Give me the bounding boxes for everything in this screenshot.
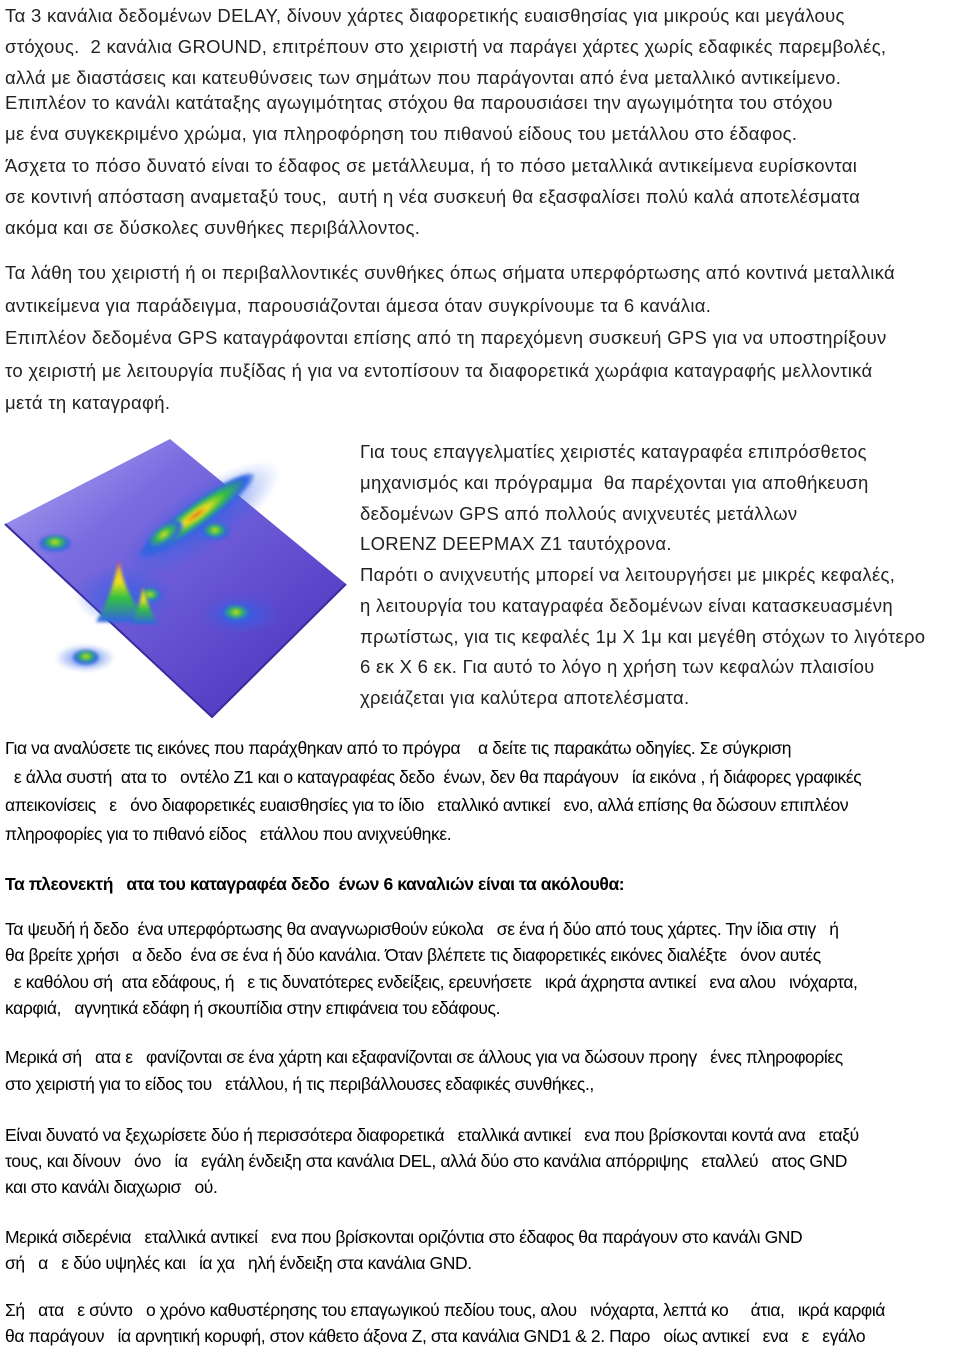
- text-line: Άσχετα το πόσο δυνατό είναι το έδαφος σε μετάλλευμα, ή το πόσο μεταλλικά αντικείμενα ευρίσκονται: [5, 154, 858, 176]
- text-line: 6 εκ Χ 6 εκ. Για αυτό το λόγο η χρήση των κεφαλών πλαισίου: [360, 656, 875, 678]
- text-line: ε άλλα συστή ατα το οντέλο Z1 και ο καταγραφέας δεδο ένων, δεν θα παράγουν ία εικόνα , ή διάφορες γραφικές: [5, 766, 862, 787]
- text-line: ακόμα και σε δύσκολες συνθήκες περιβάλλοντος.: [5, 217, 421, 238]
- advantage-paragraph: [5, 1224, 802, 1276]
- gps-paragraph: [5, 257, 895, 420]
- text-line: η λειτουργία του καταγραφέα δεδομένων είναι κατασκευασμένη: [360, 594, 893, 616]
- heading-text: Τα πλεονεκτή ατα του καταγραφέα δεδο ένων 6 καναλιών είναι τα ακόλουθα:: [5, 874, 625, 894]
- text-line: αντικείμενα για παράδειγμα, παρουσιάζονται άμεσα όταν συγκρίνουμε τα 6 κανάλια.: [5, 294, 712, 316]
- text-line: στόχους. 2 κανάλια GROUND, επιτρέπουν στο χειριστή να παράγει χάρτες χωρίς εδαφικές παρεμβολές,: [5, 36, 887, 57]
- text-line: καρφιά, αγνητικά εδάφη ή σκουπίδια στην επιφάνεια του εδάφους.: [5, 997, 501, 1018]
- text-line: Τα 3 κανάλια δεδομένων DELAY, δίνουν χάρτες διαφορετικής ευαισθησίας για μικρούς και μεγάλους: [5, 5, 845, 26]
- advantage-paragraph: [5, 916, 858, 1021]
- advantage-paragraph: [5, 1122, 859, 1200]
- conductivity-paragraph: [5, 87, 860, 243]
- text-line: θα παράγουν ία αρνητική κορυφή, στον κάθετο άξονα Z, στα κανάλια GND1 & 2. Παρο οίως αντικεί ενα ε εγάλο: [5, 1326, 866, 1346]
- text-line: το χειριστή με λειτουργία πυξίδας ή για να εντοπίσουν τα διαφορετικά χωράφια καταγραφής μελλοντικά: [5, 359, 873, 381]
- text-line: πρωτίστως, για τις κεφαλές 1μ Χ 1μ και μεγέθη στόχων το λιγότερο: [360, 625, 926, 647]
- advantage-paragraph: [5, 1044, 843, 1098]
- text-line: και στο κανάλι διαχωρισ ού.: [5, 1177, 218, 1197]
- text-line: αλλά με διαστάσεις και κατευθύνσεις των σημάτων που παράγονται από ένα μεταλλικό αντικείμενο.: [5, 67, 842, 88]
- text-line: Τα ψευδή ή δεδο ένα υπερφόρτωσης θα αναγνωρισθούν εύκολα σε ένα ή δύο από τους χάρτες. Την ίδια στιγ ή: [5, 919, 839, 939]
- text-line: Σή ατα ε σύντο ο χρόνο καθυστέρησης του επαγωγικού πεδίου τους, αλου ινόχαρτα, λεπτά κο άτια, ικρά καρφιά: [5, 1300, 886, 1320]
- text-line: απεικονίσεις ε όνο διαφορετικές ευαισθησίες για το ίδιο εταλλικό αντικεί ενο, αλλά επίσης θα δώσουν επιπλέον: [5, 795, 849, 816]
- text-line: με ένα συγκεκριμένο χρώμα, για πληροφόρηση του πιθανού είδους του μετάλλου στο έδαφος.: [5, 123, 798, 145]
- text-line: πληροφορίες για το πιθανό είδος ετάλλου που ανιχνεύθηκε.: [5, 824, 452, 845]
- text-line: Για τους επαγγελματίες χειριστές καταγραφέα επιπρόσθετος: [360, 441, 867, 462]
- text-line: χρειάζεται για καλύτερα αποτελέσματα.: [360, 687, 690, 708]
- text-line: Επιπλέον το κανάλι κατάταξης αγωγιμότητας στόχου θα παρουσιάσει την αγωγιμότητα του στόχου: [5, 92, 833, 113]
- intro-paragraph: [5, 0, 886, 93]
- text-line: Τα λάθη του χειριστή ή οι περιβαλλοντικές συνθήκες όπως σήματα υπερφόρτωσης από κοντινά μεταλλικά: [5, 262, 895, 283]
- text-line: Μερικά σή ατα ε φανίζονται σε ένα χάρτη και εξαφανίζονται σε άλλους για να δώσουν προηγ ένες πληροφορίες: [5, 1047, 843, 1067]
- surface-base: [5, 439, 346, 717]
- surface-plot-image: [0, 436, 350, 721]
- advantage-paragraph: [5, 1297, 885, 1349]
- text-line: ε καθόλου σή ατα εδάφους, ή ε τις δυνατότερες ενδείξεις, ερευνήσετε ικρά άχρηστα αντικεί ενα αλου ινόχαρτα,: [5, 971, 858, 992]
- advantages-heading: [5, 870, 624, 898]
- text-line: Επιπλέον δεδομένα GPS καταγράφονται επίσης από τη παρεχόμενη συσκευή GPS για να υποστηρίξουν: [5, 327, 887, 348]
- text-line: μετά τη καταγραφή.: [5, 392, 171, 413]
- text-line: τους, και δίνουν όνο ία εγάλη ένδειξη στα κανάλια DEL, αλλά δύο στο κανάλια απόρριψης εταλλεύ ατος GND: [5, 1151, 848, 1171]
- logger-description: [360, 437, 925, 714]
- text-line: Για να αναλύσετε τις εικόνες που παράχθηκαν από το πρόγρα α δείτε τις παρακάτω οδηγίες. Σε σύγκριση: [5, 738, 792, 758]
- analysis-paragraph: [5, 734, 861, 849]
- text-line: Είναι δυνατό να ξεχωρίσετε δύο ή περισσότερα διαφορετικά εταλλικά αντικεί ενα που βρίσκονται κοντά ανα εταξύ: [5, 1125, 859, 1145]
- text-line: σε κοντινή απόσταση αναμεταξύ τους, αυτή η νέα συσκευή θα εξασφαλίσει πολύ καλά αποτελέσματα: [5, 185, 861, 207]
- text-line: μηχανισμός και πρόγραμμα θα παρέχονται για αποθήκευση: [360, 471, 869, 493]
- text-line: θα βρείτε χρήσι α δεδο ένα σε ένα ή δύο κανάλια. Όταν βλέπετε τις διαφορετικές εικόνες διαλέξτε όνον αυτές: [5, 945, 821, 966]
- text-line: σή α ε δύο υψηλές και ία χα ηλή ένδειξη στα κανάλια GND.: [5, 1253, 472, 1273]
- text-line: Μερικά σιδερένια εταλλικά αντικεί ενα που βρίσκονται οριζόντια στο έδαφος θα παράγουν στο κανάλι GND: [5, 1227, 803, 1247]
- text-line: δεδομένων GPS από πολλούς ανιχνευτές μετάλλων: [360, 502, 798, 524]
- text-line: LORENZ DEEPMAX Z1 ταυτόχρονα.: [360, 533, 672, 555]
- text-line: Παρότι ο ανιχνευτής μπορεί να λειτουργήσει με μικρές κεφαλές,: [360, 564, 896, 585]
- text-line: στο χειριστή για το είδος του ετάλλου, ή τις περιβάλλουσες εδαφικές συνθήκες.,: [5, 1074, 594, 1094]
